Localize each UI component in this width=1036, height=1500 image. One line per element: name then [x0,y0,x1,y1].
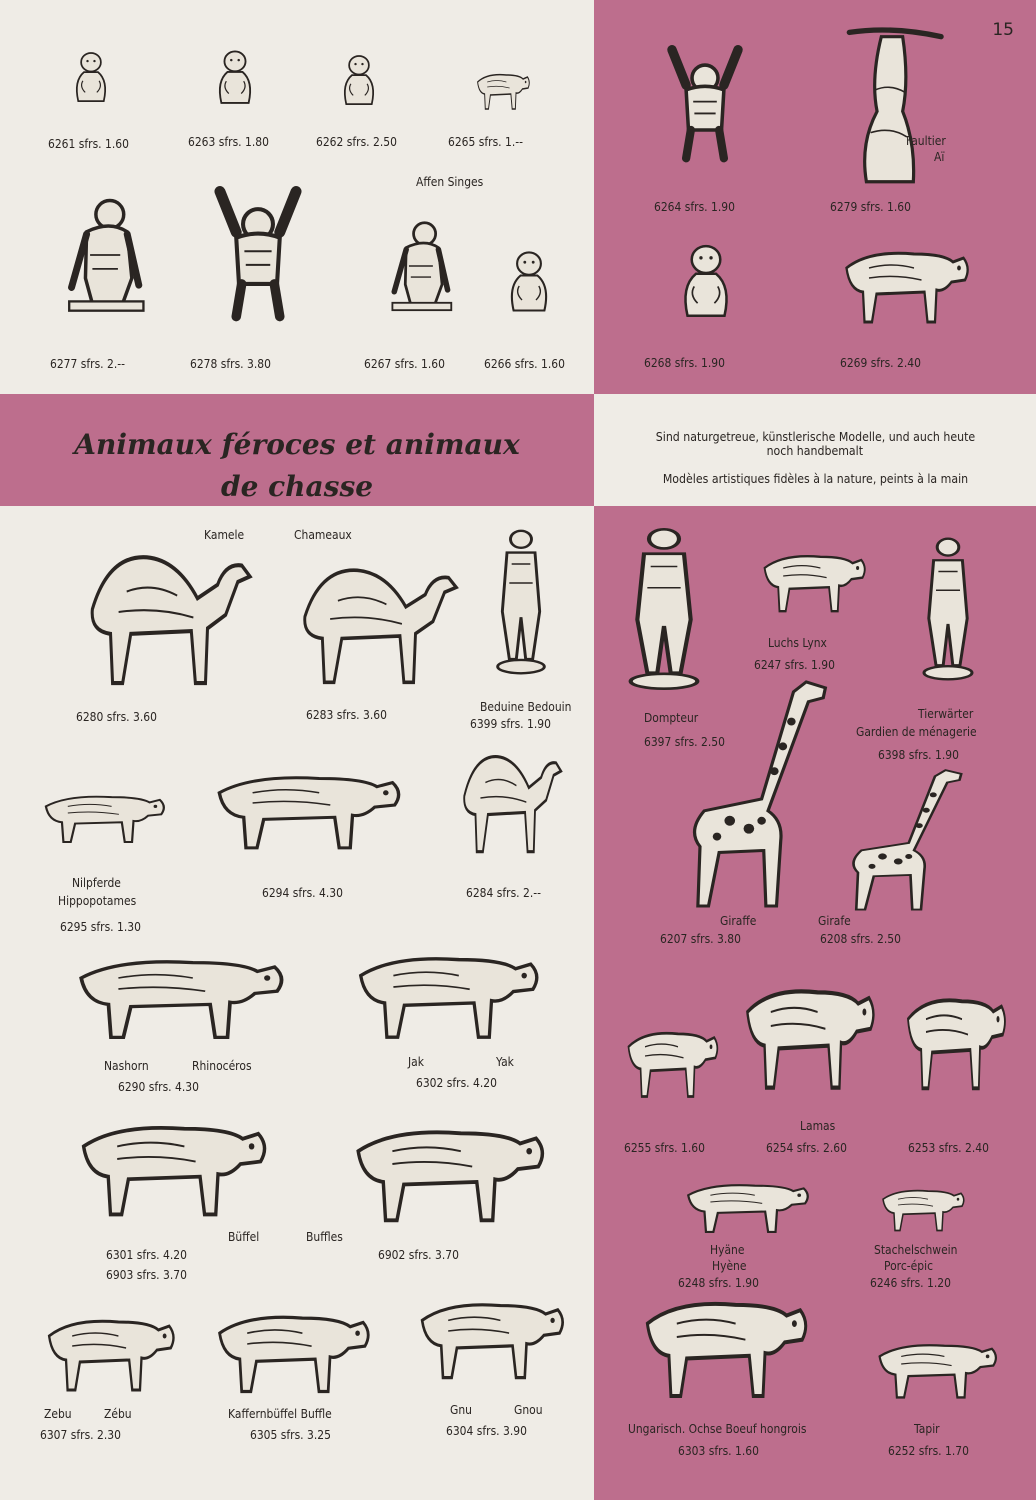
figure-monkey-6265 [468,62,532,112]
keeper-name-fr: Gardien de ménagerie [856,724,977,739]
label-6302: 6302 sfrs. 4.20 [416,1075,497,1090]
figure-lama-6253 [890,968,1010,1096]
figure-tapir-6252 [858,1326,1002,1402]
label-6303: 6303 sfrs. 1.60 [678,1443,759,1458]
figure-bedouin-6399 [486,526,556,678]
figure-gnu-6304 [396,1278,570,1384]
figure-orangutan-6278 [190,176,326,332]
note-line3: Modèles artistiques fidèles à la nature, peints à la main [662,471,968,486]
rhino-name-fr: Rhinocéros [192,1058,252,1073]
cape-buffalo-name: Kaffernbüffel Buffle [228,1406,332,1421]
section-title-line1: Animaux féroces et animaux [74,428,520,461]
figure-hyena-6248 [666,1168,814,1236]
lamas-name: Lamas [800,1118,836,1133]
note-line2: noch handbemalt [766,443,864,458]
figure-chimp-6266 [494,232,564,326]
label-6269: 6269 sfrs. 2.40 [840,355,921,370]
sloth-name-de: Faultier [906,133,946,148]
figure-lama-6255 [612,1010,722,1102]
label-6902: 6902 sfrs. 3.70 [378,1247,459,1262]
buffalo-name-fr: Buffles [306,1229,343,1244]
figure-hippo-6294 [186,752,408,854]
label-6304: 6304 sfrs. 3.90 [446,1423,527,1438]
label-6284: 6284 sfrs. 2.-- [466,885,542,900]
label-6255: 6255 sfrs. 1.60 [624,1140,705,1155]
label-6294: 6294 sfrs. 4.30 [262,885,343,900]
figure-buffalo-6301 [50,1096,274,1222]
label-6265: 6265 sfrs. 1.-- [448,134,524,149]
label-6305: 6305 sfrs. 3.25 [250,1427,331,1442]
label-6903: 6903 sfrs. 3.70 [106,1267,187,1282]
porcupine-name-de: Stachelschwein [874,1242,958,1257]
figure-lama-6254 [724,956,880,1096]
tapir-name: Tapir [914,1421,940,1436]
section-title-line2: de chasse [220,470,374,503]
hyena-name-fr: Hyène [712,1258,747,1273]
zebu-name-de: Zebu [44,1406,72,1421]
label-6208: 6208 sfrs. 2.50 [820,931,901,946]
label-6254: 6254 sfrs. 2.60 [766,1140,847,1155]
label-6248: 6248 sfrs. 1.90 [678,1275,759,1290]
figure-yak-6302 [328,930,546,1044]
hippo-name-de: Nilpferde [72,875,121,890]
figure-baboon-6269 [824,228,974,328]
tamer-name: Dompteur [644,710,699,725]
note-line1: Sind naturgetreue, künstlerische Modelle, und auch heute [655,429,975,444]
figure-rhino-6290 [44,934,292,1044]
figure-porcupine-6246 [868,1176,968,1234]
figure-monkey-6261 [62,38,120,112]
figure-tamer-6397 [614,524,714,694]
label-6277: 6277 sfrs. 2.-- [50,356,126,371]
figure-cape-buffalo-6305 [192,1290,376,1398]
label-6246: 6246 sfrs. 1.20 [870,1275,951,1290]
figure-camel-6283 [270,546,464,692]
figure-giraffe-6208 [830,764,970,912]
label-6252: 6252 sfrs. 1.70 [888,1443,969,1458]
keeper-name-de: Tierwärter [918,706,974,721]
lynx-name: Luchs Lynx [768,635,827,650]
porcupine-name-fr: Porc-épic [884,1258,933,1273]
label-6253: 6253 sfrs. 2.40 [908,1140,989,1155]
zebu-name-fr: Zébu [104,1406,132,1421]
label-6280: 6280 sfrs. 3.60 [76,709,157,724]
label-6262: 6262 sfrs. 2.50 [316,134,397,149]
figure-monkey-6262 [330,44,388,112]
label-6398: 6398 sfrs. 1.90 [878,747,959,762]
figure-giraffe-6207 [666,672,836,910]
giraffe-name-de: Giraffe [720,913,757,928]
label-6307: 6307 sfrs. 2.30 [40,1427,121,1442]
gnu-name-fr: Gnou [514,1402,543,1417]
label-6397: 6397 sfrs. 2.50 [644,734,725,749]
page-number: 15 [992,20,1014,40]
figure-hippo-6295 [24,780,170,846]
label-6207: 6207 sfrs. 3.80 [660,931,741,946]
figure-chimp-6264 [646,20,764,188]
label-6301: 6301 sfrs. 4.20 [106,1247,187,1262]
label-6247: 6247 sfrs. 1.90 [754,657,835,672]
camels-name-fr: Chameaux [294,527,352,542]
camels-name-de: Kamele [204,527,245,542]
figure-zebu-6307 [26,1296,180,1396]
figure-monkey-6263 [204,38,266,112]
hyena-name-de: Hyäne [710,1242,745,1257]
yak-name-de: Jak [408,1054,424,1069]
label-6278: 6278 sfrs. 3.80 [190,356,271,371]
bedouin-name: Beduine Bedouin [480,699,572,714]
buffalo-name-de: Büffel [228,1229,260,1244]
figure-camel-6284 [442,736,566,860]
label-6290: 6290 sfrs. 4.30 [118,1079,199,1094]
ox-name: Ungarisch. Ochse Boeuf hongrois [628,1421,807,1436]
rhino-name-de: Nashorn [104,1058,149,1073]
figure-camel-6280 [56,527,258,694]
label-6279: 6279 sfrs. 1.60 [830,199,911,214]
label-6263: 6263 sfrs. 1.80 [188,134,269,149]
figure-lynx-6247 [746,536,870,616]
figure-gorilla-6277 [46,178,162,332]
monkeys-heading: Affen Singes [416,174,484,189]
section-title [0,424,594,508]
giraffe-name-fr: Girafe [818,913,851,928]
figure-baboon-6268 [664,222,748,334]
label-6399: 6399 sfrs. 1.90 [470,716,551,731]
gnu-name-de: Gnu [450,1402,472,1417]
hippo-name-fr: Hippopotames [58,893,137,908]
figure-buffalo-6902 [324,1100,552,1228]
sloth-name-fr: Aï [934,149,945,164]
yak-name-fr: Yak [496,1054,514,1069]
label-6264: 6264 sfrs. 1.90 [654,199,735,214]
figure-keeper-6398 [912,534,984,684]
figure-ox-6303 [618,1270,814,1404]
label-6268: 6268 sfrs. 1.90 [644,355,725,370]
label-6267: 6267 sfrs. 1.60 [364,356,445,371]
label-6266: 6266 sfrs. 1.60 [484,356,565,371]
label-6295: 6295 sfrs. 1.30 [60,919,141,934]
label-6261: 6261 sfrs. 1.60 [48,136,129,151]
label-6283: 6283 sfrs. 3.60 [306,707,387,722]
figure-chimp-6267 [374,204,466,328]
